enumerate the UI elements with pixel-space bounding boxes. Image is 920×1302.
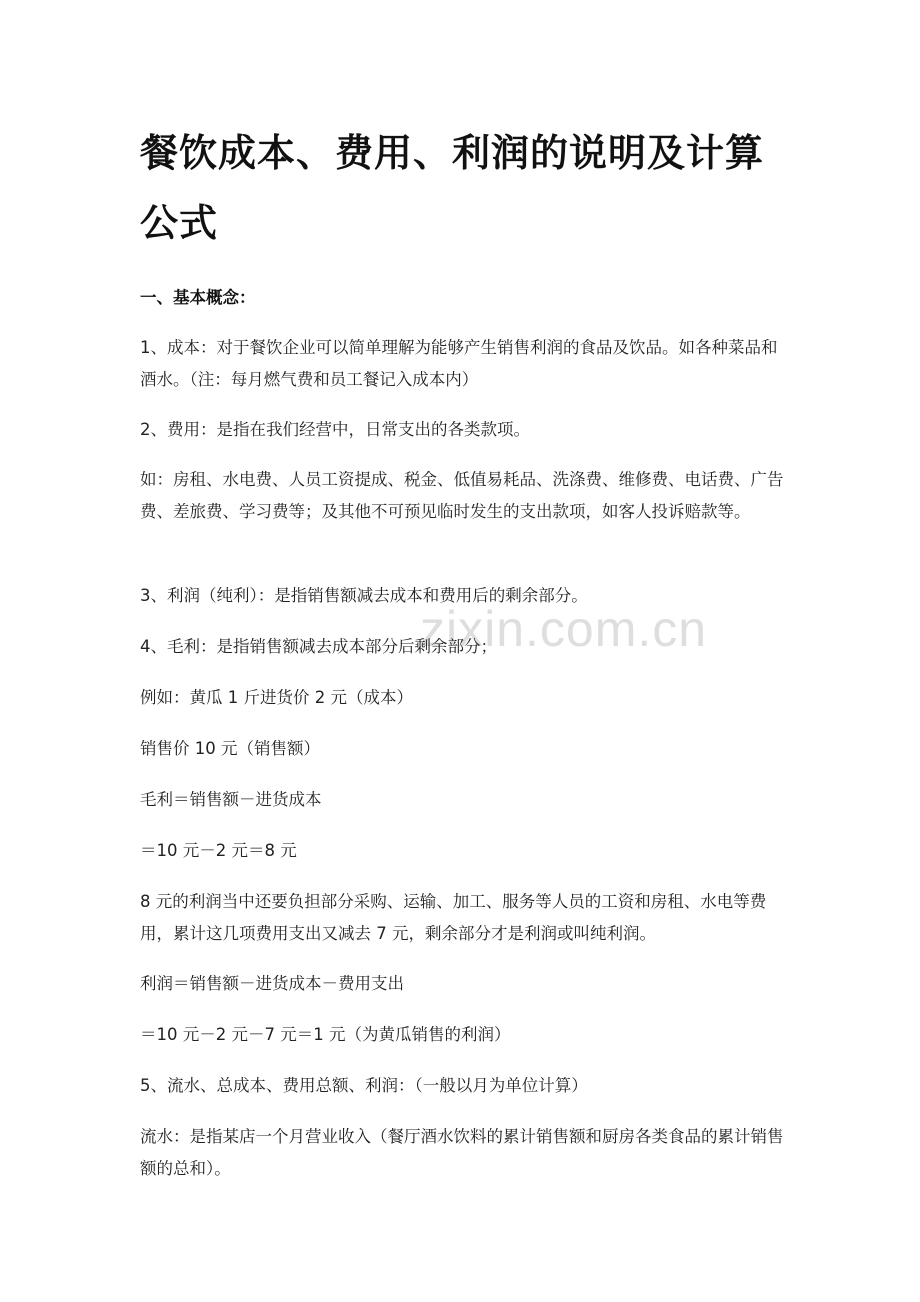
paragraph-net-profit: 3、利润（纯利）：是指销售额减去成本和费用后的剩余部分。 xyxy=(140,586,588,605)
paragraph-profit-calculation: ＝10 元－2 元－7 元＝1 元（为黄瓜销售的利润） xyxy=(140,1025,511,1044)
section-heading-basic-concepts: 一、基本概念： xyxy=(140,288,256,307)
paragraph-example-sale-price: 销售价 10 元（销售额） xyxy=(140,739,320,758)
paragraph-revenue-flow: 流水：是指某店一个月营业收入（餐厅酒水饮料的累计销售额和厨房各类食品的累计销售额的总和）。 xyxy=(140,1127,784,1178)
paragraph-gross-calculation: ＝10 元－2 元＝8 元 xyxy=(140,841,297,860)
document-title: 餐饮成本、费用、利润的说明及计算公式 xyxy=(140,131,765,245)
paragraph-example-cost: 例如：黄瓜 1 斤进货价 2 元（成本） xyxy=(140,688,413,707)
paragraph-gross-formula: 毛利＝销售额－进货成本 xyxy=(140,790,322,809)
watermark: zixin.com.cn xyxy=(420,601,708,657)
paragraph-gross-profit: 4、毛利：是指销售额减去成本部分后剩余部分； xyxy=(140,637,497,656)
paragraph-cost: 1、成本：对于餐饮企业可以简单理解为能够产生销售利润的食品及饮品。如各种菜品和酒水。（注：每月燃气费和员工餐记入成本内） xyxy=(140,338,778,389)
paragraph-profit-explanation: 8 元的利润当中还要负担部分采购、运输、加工、服务等人员的工资和房租、水电等费用，累计这几项费用支出又减去 7 元，剩余部分才是利润或叫纯利润。 xyxy=(140,892,767,943)
paragraph-profit-formula: 利润＝销售额－进货成本－费用支出 xyxy=(140,974,404,993)
paragraph-monthly-terms: 5、流水、总成本、费用总额、利润：（一般以月为单位计算） xyxy=(140,1076,588,1095)
paragraph-expense-examples: 如：房租、水电费、人员工资提成、税金、低值易耗品、洗涤费、维修费、电话费、广告费、差旅费、学习费等；及其他不可预见临时发生的支出款项，如客人投诉赔款等。 xyxy=(140,470,784,521)
paragraph-expense: 2、费用：是指在我们经营中，日常支出的各类款项。 xyxy=(140,420,530,439)
